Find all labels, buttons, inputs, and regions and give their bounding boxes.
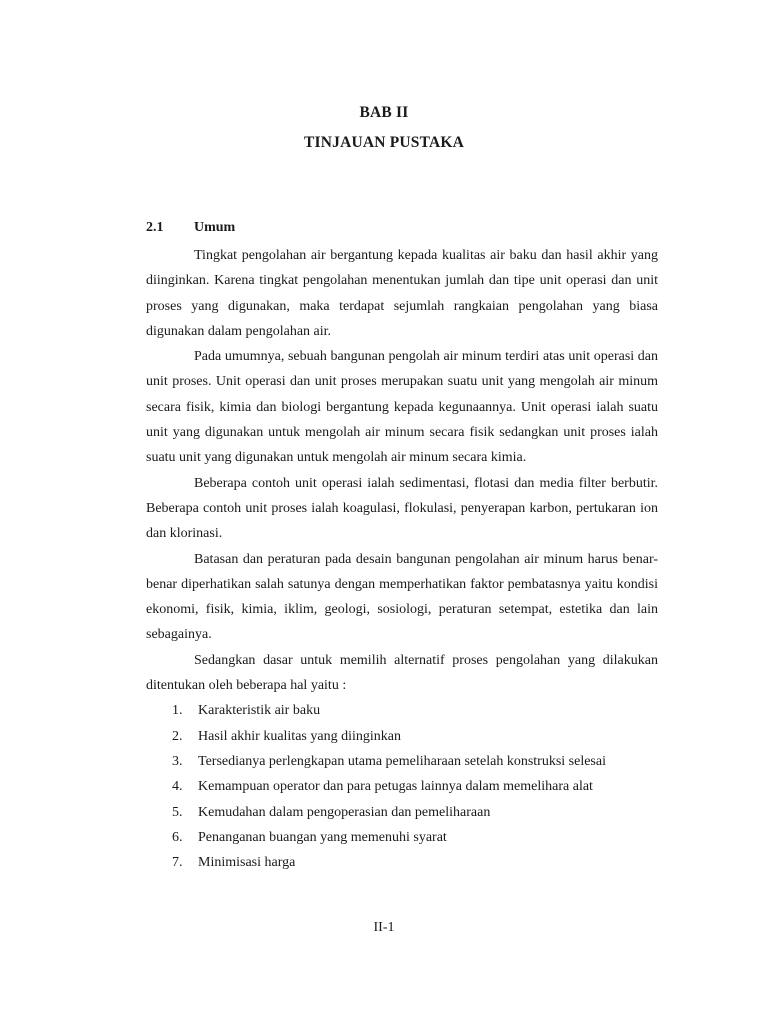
list-item-text: Tersedianya perlengkapan utama pemeliharaan setelah konstruksi selesai xyxy=(198,753,606,769)
list-item xyxy=(146,774,658,799)
paragraph: Sedangkan dasar untuk memilih alternatif proses pengolahan yang dilakukan ditentukan oleh beberapa hal yaitu : xyxy=(146,652,658,694)
section-body xyxy=(146,243,658,875)
list-item-number: 3. xyxy=(172,753,183,769)
section-number: 2.1 xyxy=(146,220,164,235)
list-item-number: 5. xyxy=(172,804,183,820)
paragraph: Beberapa contoh unit operasi ialah sedimentasi, flotasi dan media filter berbutir. Beberapa contoh unit proses ialah koagulasi, flokulasi, penyerapan karbon, pertukaran ion dan klorinasi. xyxy=(146,475,658,542)
list-item xyxy=(146,698,658,723)
paragraph: Batasan dan peraturan pada desain bangunan pengolahan air minum harus benar-benar diperhatikan salah satunya dengan memperhatikan faktor pembatasnya yaitu kondisi ekonomi, fisik, kimia, iklim, geologi, sosiologi, peraturan setempat, estetika dan lain sebagainya. xyxy=(146,551,658,643)
list-item-number: 2. xyxy=(172,728,183,744)
chapter-number: BAB II xyxy=(359,104,409,121)
list-item-text: Kemudahan dalam pengoperasian dan pemeliharaan xyxy=(198,804,491,820)
list-item-text: Kemampuan operator dan para petugas lainnya dalam memelihara alat xyxy=(198,779,593,795)
numbered-list xyxy=(146,698,658,875)
page-number: II-1 xyxy=(373,920,395,935)
paragraph: Pada umumnya, sebuah bangunan pengolah air minum terdiri atas unit operasi dan unit proses. Unit operasi dan unit proses merupakan suatu unit yang mengolah air minum secara fisik, kimia dan biologi bergantung kepada kegunaannya. Unit operasi ialah suatu unit yang digunakan untuk mengolah air minum secara fisik sedangkan unit proses ialah suatu unit yang digunakan untuk mengolah air minum secara kimia. xyxy=(146,349,658,466)
list-item xyxy=(146,850,658,875)
list-item xyxy=(146,749,658,774)
list-item xyxy=(146,800,658,825)
list-item-number: 1. xyxy=(172,703,183,719)
list-item-text: Hasil akhir kualitas yang diinginkan xyxy=(198,728,401,744)
list-item-number: 4. xyxy=(172,779,183,795)
list-item-number: 6. xyxy=(172,829,183,845)
list-item-text: Karakteristik air baku xyxy=(198,703,321,719)
list-item-text: Penanganan buangan yang memenuhi syarat xyxy=(198,829,447,845)
section-heading xyxy=(146,220,235,236)
chapter-title: TINJAUAN PUSTAKA xyxy=(303,134,465,151)
paragraph: Tingkat pengolahan air bergantung kepada kualitas air baku dan hasil akhir yang diinginkan. Karena tingkat pengolahan menentukan jumlah dan tipe unit operasi dan unit proses yang digunakan, maka terdapat sejumlah rangkaian pengolahan yang biasa digunakan dalam pengolahan air. xyxy=(146,248,658,339)
list-item xyxy=(146,724,658,749)
section-title: Umum xyxy=(194,220,236,235)
list-item-text: Minimisasi harga xyxy=(198,855,296,871)
list-item xyxy=(146,825,658,850)
list-item-number: 7. xyxy=(172,855,183,871)
